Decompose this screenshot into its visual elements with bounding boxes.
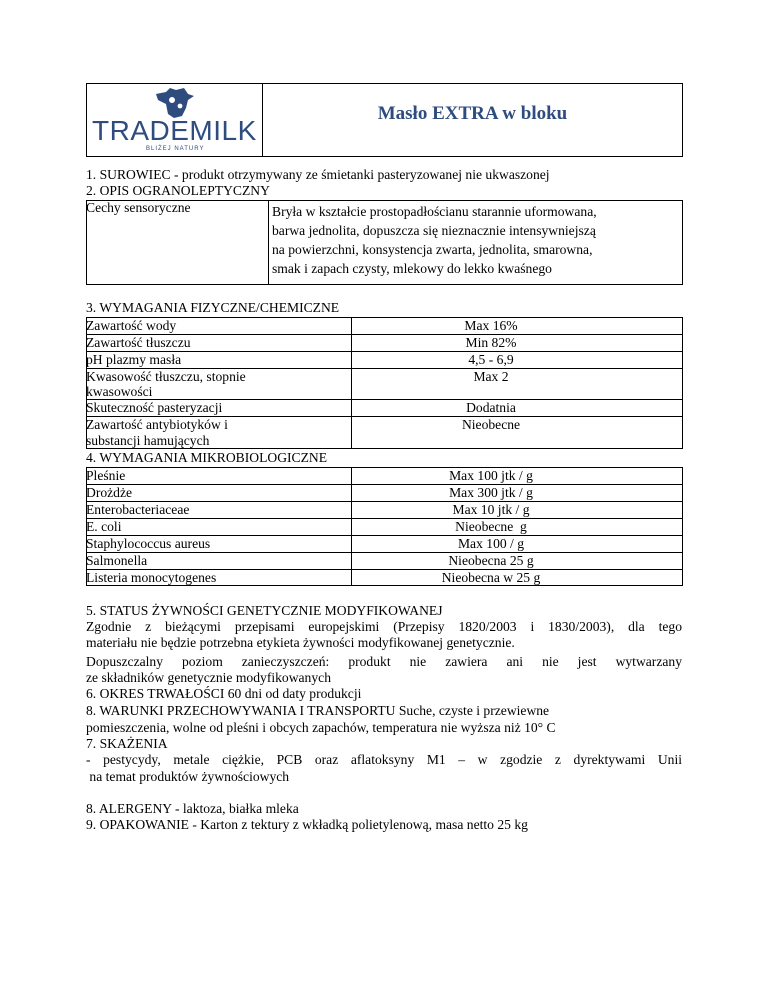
sensory-line: Bryła w kształcie prostopadłościanu starannie uformowana, xyxy=(272,204,597,219)
section-8-allergens: 8. ALERGENY - laktoza, białka mleka xyxy=(86,801,299,816)
table-row-value: Nieobecna w 25 g xyxy=(441,570,541,585)
document-title: Masło EXTRA w bloku xyxy=(377,103,568,124)
storage-heading: 8. WARUNKI PRZECHOWYWANIA I TRANSPORTU xyxy=(86,703,396,718)
sensory-label: Cechy sensoryczne xyxy=(86,200,191,215)
table-row-value: Nieobecne g xyxy=(455,519,527,534)
section-7-heading: 7. SKAŻENIA xyxy=(86,736,168,751)
table-row-label: pH plazmy masła xyxy=(86,352,182,367)
section-6-shelf-life: 6. OKRES TRWAŁOŚCI 60 dni od daty produkcji xyxy=(86,686,362,701)
table-row-value: 4,5 - 6,9 xyxy=(468,352,514,367)
table-row-label: Zawartość tłuszczu xyxy=(86,335,191,350)
paragraph-line: ze składników genetycznie modyfikowanych xyxy=(86,670,331,685)
contamination-line xyxy=(86,752,682,768)
table-row-value: Dodatnia xyxy=(466,400,516,415)
paragraph-line: - pestycydy, metale ciężkie, PCB oraz aflatoksyny M1 – w zgodzie z dyrektywami Unii xyxy=(86,752,682,767)
table-row-label: Drożdże xyxy=(86,485,133,500)
section-3-heading: 3. WYMAGANIA FIZYCZNE/CHEMICZNE xyxy=(86,300,340,315)
gmo-paragraph-1 xyxy=(86,619,682,635)
table-row-label: Enterobacteriaceae xyxy=(86,502,190,517)
table-row-value: Max 300 jtk / g xyxy=(449,485,533,500)
table-row-label: Kwasowość tłuszczu, stopnie xyxy=(86,369,246,384)
sensory-line: smak i zapach czysty, mlekowy do lekko kwaśnego xyxy=(272,261,552,276)
logo-text-milk: MILK xyxy=(189,115,257,146)
table-row-label-cont: kwasowości xyxy=(86,384,153,399)
company-logo xyxy=(90,86,260,154)
table-row-value: Max 16% xyxy=(464,318,518,333)
table-row-label: Pleśnie xyxy=(86,468,126,483)
gmo-paragraph-2 xyxy=(86,654,682,670)
table-row-label: Zawartość antybiotyków i xyxy=(86,417,228,432)
table-row-label: Skuteczność pasteryzacji xyxy=(86,400,223,415)
sensory-description xyxy=(272,202,597,278)
table-row-value: Max 100 / g xyxy=(457,536,525,551)
sensory-line: na powierzchni, konsystencja zwarta, jednolita, smarowna, xyxy=(272,242,593,257)
table-row-label: Salmonella xyxy=(86,553,148,568)
logo-text-trade: TRADE xyxy=(92,115,190,146)
storage-text-cont: pomieszczenia, wolne od pleśni i obcych zapachów, temperatura nie wyższa niż 10° C xyxy=(86,720,556,735)
table-row-label: E. coli xyxy=(86,519,122,534)
section-8-storage xyxy=(86,703,549,719)
table-row-value: Nieobecna 25 g xyxy=(448,553,534,568)
paragraph-line: Dopuszczalny poziom zanieczyszczeń: produkt nie zawiera ani nie jest wytwarzany xyxy=(86,654,682,669)
table-row-label: Staphylococcus aureus xyxy=(86,536,211,551)
table-row-label: Listeria monocytogenes xyxy=(86,570,217,585)
paragraph-line: materiału nie będzie potrzebna etykieta żywności modyfikowanej genetycznie. xyxy=(86,635,515,650)
paragraph-line: na temat produktów żywnościowych xyxy=(86,769,290,784)
table-row-value: Min 82% xyxy=(465,335,517,350)
section-5-heading: 5. STATUS ŻYWNOŚCI GENETYCZNIE MODYFIKOWANEJ xyxy=(86,603,443,618)
logo-tagline: BLIŻEJ NATURY xyxy=(146,146,205,152)
section-1-surowiec: 1. SUROWIEC - produkt otrzymywany ze śmietanki pasteryzowanej nie ukwaszonej xyxy=(86,167,550,182)
table-row-value: Max 2 xyxy=(473,369,509,384)
table-row-value: Max 10 jtk / g xyxy=(452,502,530,517)
table-row-label: Zawartość wody xyxy=(86,318,177,333)
table-row-value: Max 100 jtk / g xyxy=(449,468,533,483)
table-row-value: Nieobecne xyxy=(461,417,521,432)
paragraph-line: Zgodnie z bieżącymi przepisami europejskimi (Przepisy 1820/2003 i 1830/2003), dla tego xyxy=(86,619,682,634)
section-2-heading: 2. OPIS OGRANOLEPTYCZNY xyxy=(86,183,270,198)
section-4-heading: 4. WYMAGANIA MIKROBIOLOGICZNE xyxy=(86,450,328,465)
table-row-label-cont: substancji hamujących xyxy=(86,433,210,448)
storage-text: Suche, czyste i przewiewne xyxy=(395,703,550,718)
sensory-line: barwa jednolita, dopuszcza się nieznacznie intensywniejszą xyxy=(272,223,596,238)
section-9-packaging: 9. OPAKOWANIE - Karton z tektury z wkładką polietylenową, masa netto 25 kg xyxy=(86,817,528,832)
